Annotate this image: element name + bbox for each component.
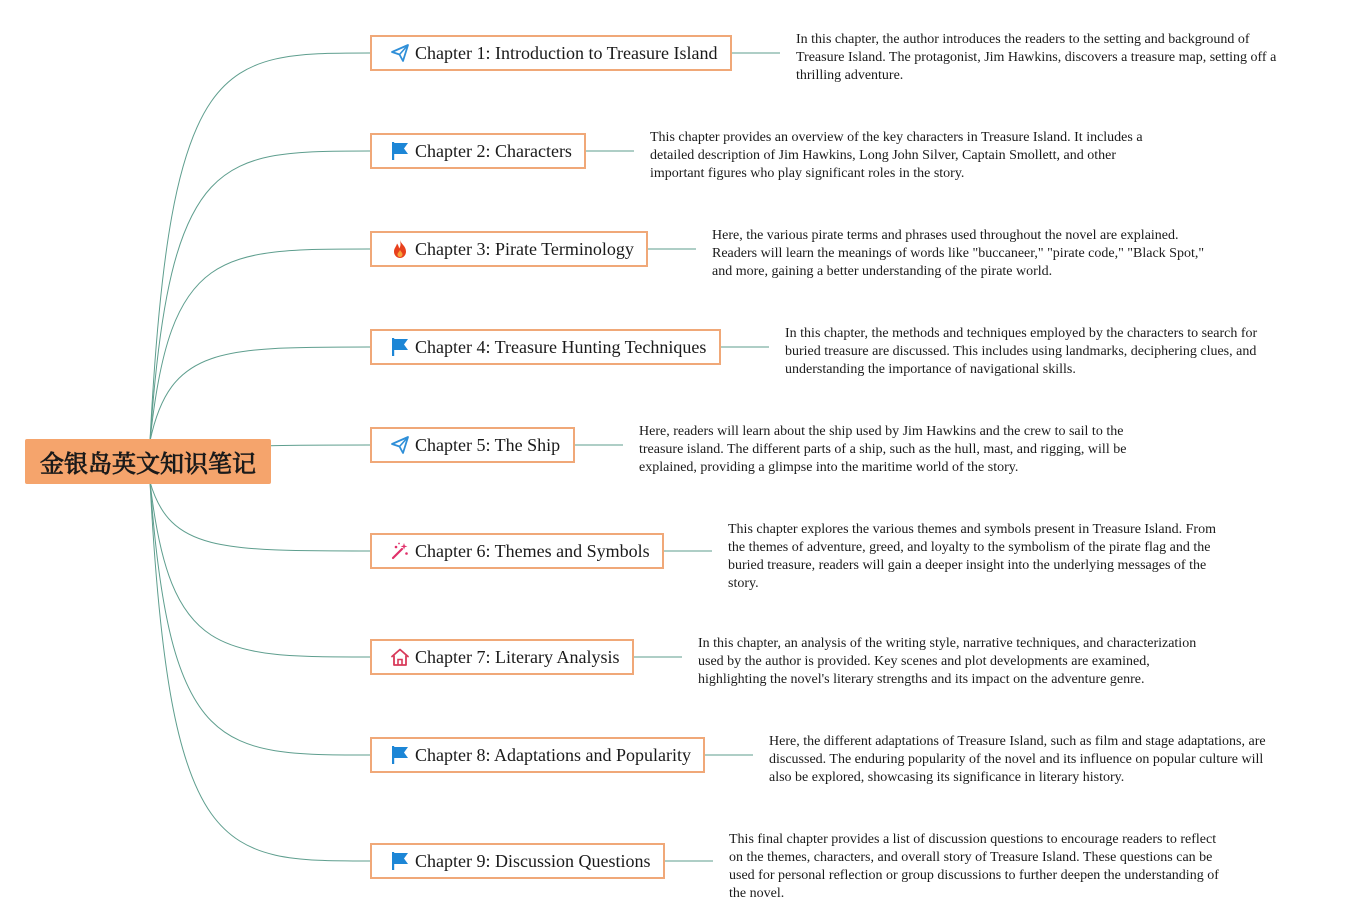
chapter-node-9[interactable] [370, 843, 665, 879]
chapter-title: Chapter 4: Treasure Hunting Techniques [415, 336, 707, 357]
chapter-node-3[interactable] [370, 231, 648, 267]
root-connector-7 [150, 482, 370, 657]
chapter-description-8: Here, the different adaptations of Treasure Island, such as film and stage adaptations, are discussed. The enduring popularity of the novel and its influence on popular culture will also be explored, showcasing its significance in literary history. [769, 734, 1266, 785]
chapter-description-9: This final chapter provides a list of discussion questions to encourage readers to reflect on the themes, characters, and overall story of Treasure Island. These questions can be used for personal reflection or group discussions to further deepen the understanding of the novel. [729, 832, 1219, 901]
blue-flag-icon [390, 141, 410, 161]
chapter-node-4[interactable] [370, 329, 721, 365]
root-connector-9 [150, 482, 370, 861]
chapter-title: Chapter 6: Themes and Symbols [415, 540, 650, 561]
chapter-title: Chapter 5: The Ship [415, 434, 561, 455]
root-connector-8 [150, 482, 370, 755]
blue-flag-icon [390, 337, 410, 357]
chapter-node-2[interactable] [370, 133, 586, 169]
chapter-description-6: This chapter explores the various themes and symbols present in Treasure Island. From the themes of adventure, greed, and loyalty to the symbolism of the pirate flag and the buried treasure, readers will gain a deeper insight into the underlying messages of the story. [728, 522, 1216, 591]
root-connector-6 [150, 482, 370, 551]
chapter-node-1[interactable] [370, 35, 732, 71]
root-topic[interactable] [25, 439, 271, 484]
chapter-node-8[interactable] [370, 737, 705, 773]
chapter-title: Chapter 3: Pirate Terminology [415, 238, 634, 259]
fire-icon [390, 239, 410, 259]
paper-plane-icon [390, 43, 410, 63]
chapter-node-7[interactable] [370, 639, 634, 675]
chapter-description-7: In this chapter, an analysis of the writing style, narrative techniques, and characterization used by the author is provided. Key scenes and plot developments are examined, highlighting the novel's literary strengths and its impact on the adventure genre. [698, 636, 1197, 687]
chapter-description-3: Here, the various pirate terms and phrases used throughout the novel are explained. Readers will learn the meanings of words like "buccaneer," "pirate code," "Black Spot," and more, gaining a better understanding of the pirate world. [712, 228, 1205, 279]
root-topic-label: 金银岛英文知识笔记 [40, 450, 256, 478]
chapter-title: Chapter 1: Introduction to Treasure Island [415, 42, 718, 63]
blue-flag-icon [390, 851, 410, 871]
chapter-description-4: In this chapter, the methods and techniques employed by the characters to search for buried treasure are discussed. This includes using landmarks, deciphering clues, and understanding the importance of navigational skills. [785, 326, 1258, 377]
magic-wand-icon [390, 541, 410, 561]
root-connector-2 [150, 151, 370, 441]
chapter-title: Chapter 7: Literary Analysis [415, 646, 620, 667]
chapter-description-1: In this chapter, the author introduces the readers to the setting and background of Treasure Island. The protagonist, Jim Hawkins, discovers a treasure map, setting off a thrilling adventure. [796, 32, 1277, 83]
chapter-node-6[interactable] [370, 533, 664, 569]
chapter-title: Chapter 9: Discussion Questions [415, 850, 651, 871]
paper-plane-icon [390, 435, 410, 455]
root-connector-1 [150, 53, 370, 441]
blue-flag-icon [390, 745, 410, 765]
chapter-title: Chapter 2: Characters [415, 140, 572, 161]
root-connector-3 [150, 249, 370, 441]
chapter-node-5[interactable] [370, 427, 575, 463]
chapter-title: Chapter 8: Adaptations and Popularity [415, 744, 691, 765]
root-connector-4 [150, 347, 370, 441]
chapter-description-2: This chapter provides an overview of the key characters in Treasure Island. It includes a detailed description of Jim Hawkins, Long John Silver, Captain Smollett, and other important figures who play significant roles in the story. [650, 130, 1143, 181]
chapter-description-5: Here, readers will learn about the ship used by Jim Hawkins and the crew to sail to the treasure island. The different parts of a ship, such as the hull, mast, and rigging, will be explained, providing a glimpse into the maritime world of the story. [639, 424, 1127, 475]
home-icon [390, 647, 410, 667]
